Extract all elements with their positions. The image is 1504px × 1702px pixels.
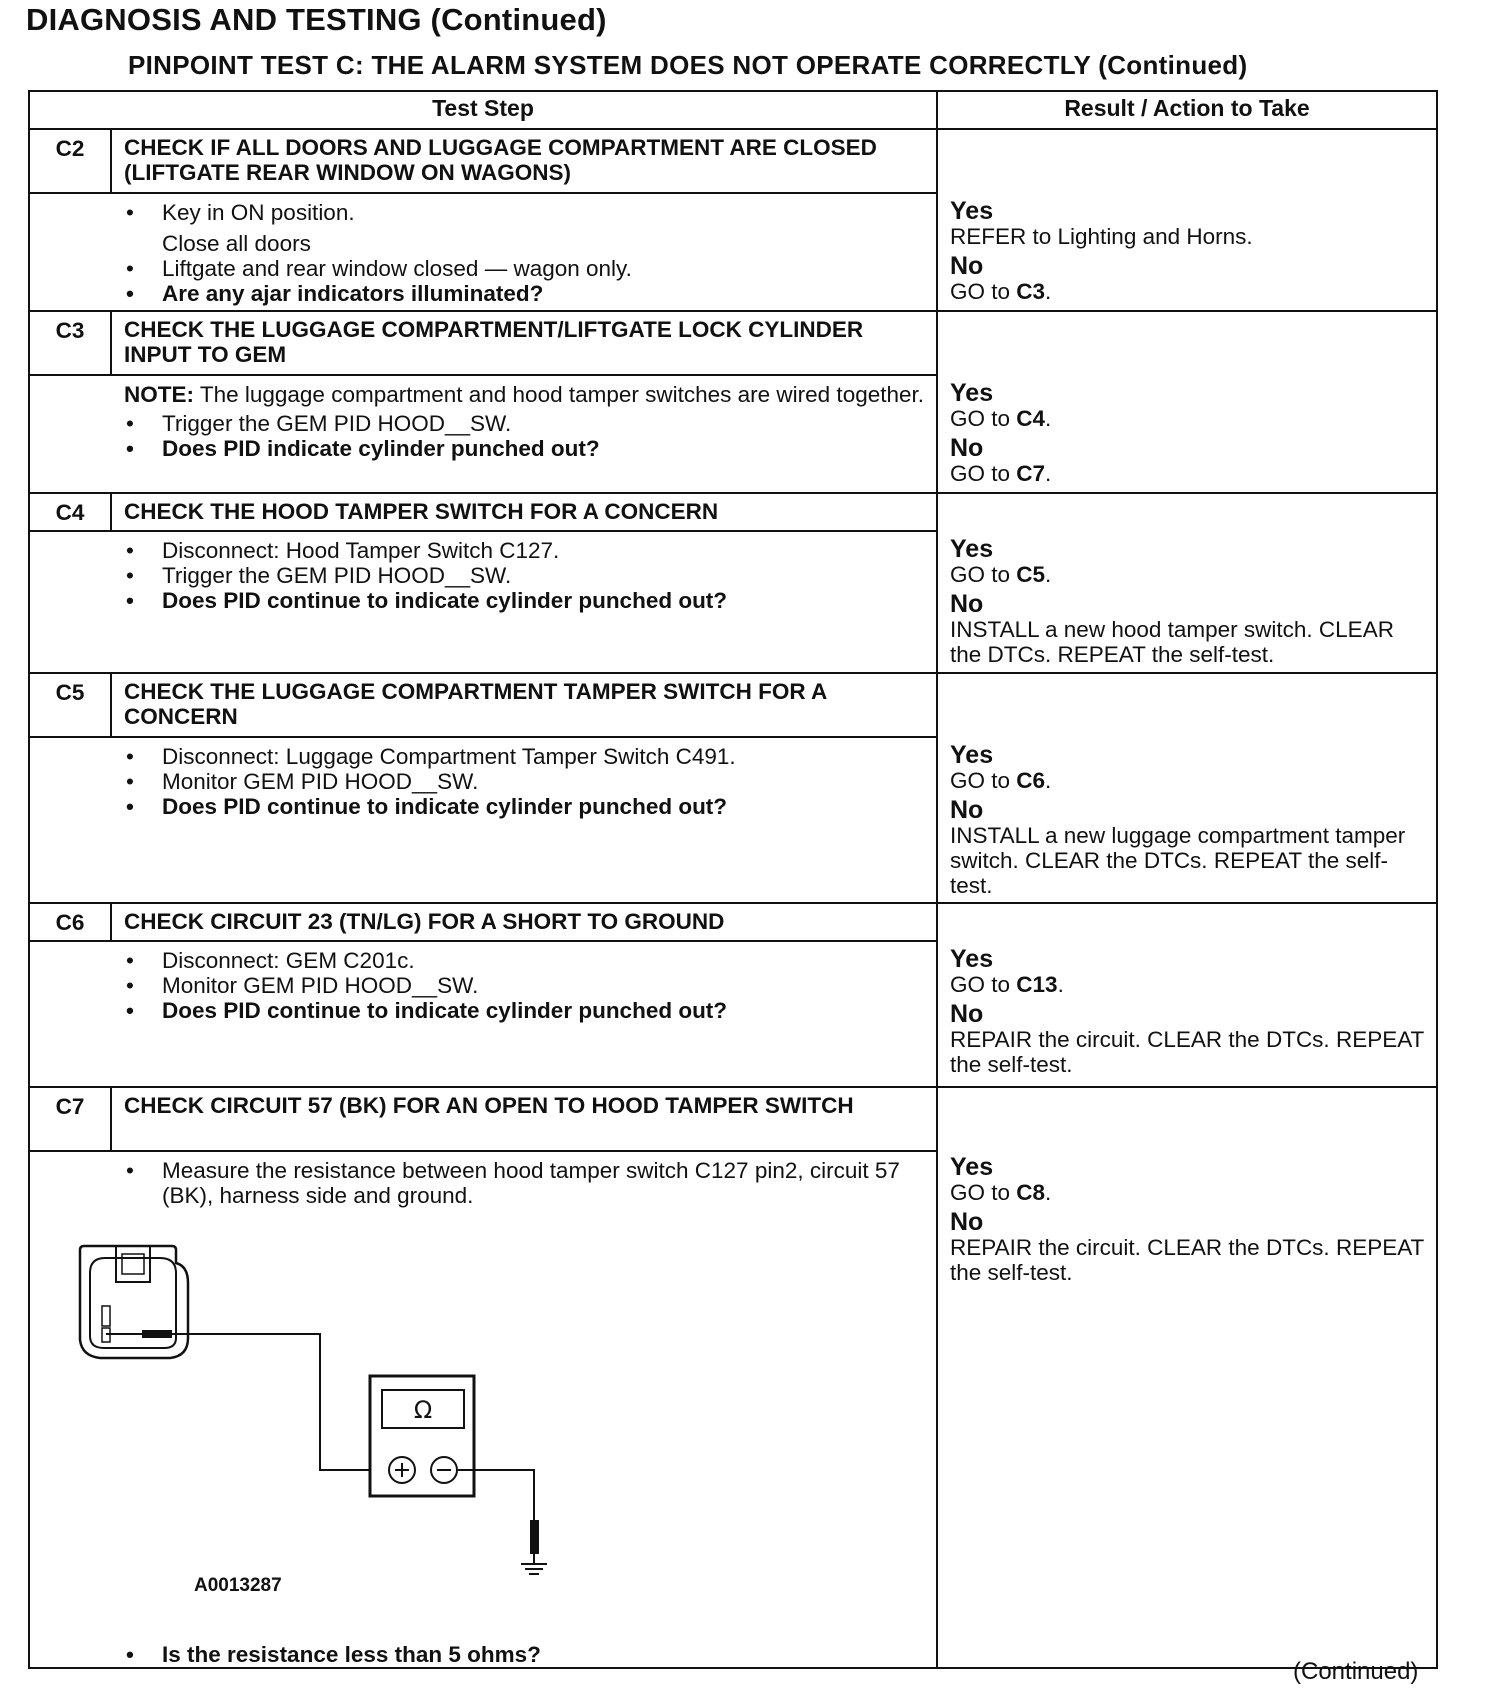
step-instruction: • Measure the resistance between hood tamper switch C127 pin2, circuit 57 (BK), harness side and ground. bbox=[124, 1158, 924, 1208]
step-row-c4 bbox=[29, 493, 1437, 673]
step-question: • Are any ajar indicators illuminated? bbox=[124, 281, 924, 306]
step-body bbox=[30, 532, 936, 613]
step-title: CHECK THE LUGGAGE COMPARTMENT/LIFTGATE LOCK CYLINDER INPUT TO GEM bbox=[124, 317, 864, 367]
no-label: No bbox=[950, 1208, 984, 1236]
no-action: GO to C7. bbox=[950, 461, 1052, 486]
yes-action: GO to C5. bbox=[950, 562, 1052, 587]
test-step-header: Test Step bbox=[29, 91, 937, 129]
step-title: CHECK CIRCUIT 57 (BK) FOR AN OPEN TO HOOD TAMPER SWITCH bbox=[124, 1093, 854, 1118]
result-cell bbox=[937, 493, 1437, 673]
yes-action: GO to C6. bbox=[950, 768, 1052, 793]
no-action: GO to C3. bbox=[950, 279, 1052, 304]
step-header bbox=[30, 674, 936, 738]
step-reference: C13 bbox=[1016, 972, 1058, 997]
step-code: C3 bbox=[30, 312, 112, 374]
step-instruction: • Monitor GEM PID HOOD__SW. bbox=[124, 973, 924, 998]
pinpoint-test-title: PINPOINT TEST C: THE ALARM SYSTEM DOES NOT OPERATE CORRECTLY (Continued) bbox=[128, 50, 1248, 80]
yes-label: Yes bbox=[950, 535, 994, 563]
no-action: REPAIR the circuit. CLEAR the DTCs. REPEAT the self-test. bbox=[950, 1235, 1424, 1285]
step-title: CHECK THE LUGGAGE COMPARTMENT TAMPER SWITCH FOR A CONCERN bbox=[124, 679, 827, 729]
step-body bbox=[30, 1628, 936, 1667]
step-row-c7 bbox=[29, 1087, 1437, 1668]
step-instruction: • Trigger the GEM PID HOOD__SW. bbox=[124, 411, 924, 436]
step-note: NOTE: The luggage compartment and hood tamper switches are wired together. bbox=[124, 382, 925, 407]
resistance-test-diagram bbox=[60, 1228, 660, 1628]
yes-label: Yes bbox=[950, 1153, 994, 1181]
ohm-symbol: Ω bbox=[413, 1396, 433, 1424]
step-instruction: • Liftgate and rear window closed — wagon only. bbox=[124, 256, 924, 281]
step-row-c6 bbox=[29, 903, 1437, 1087]
step-reference: C3 bbox=[1016, 279, 1046, 304]
no-action: INSTALL a new luggage compartment tamper switch. CLEAR the DTCs. REPEAT the self-test. bbox=[950, 823, 1406, 898]
step-instruction: Close all doors bbox=[162, 231, 311, 256]
yes-label: Yes bbox=[950, 945, 994, 973]
pinpoint-test-table bbox=[28, 90, 1438, 1669]
step-row-c2 bbox=[29, 129, 1437, 311]
result-cell bbox=[937, 311, 1437, 493]
result-cell bbox=[937, 1087, 1437, 1668]
step-question: • Does PID indicate cylinder punched out? bbox=[124, 436, 924, 461]
step-question: • Is the resistance less than 5 ohms? bbox=[124, 1642, 924, 1667]
step-instruction: • Disconnect: Hood Tamper Switch C127. bbox=[124, 538, 924, 563]
yes-action: GO to C8. bbox=[950, 1180, 1052, 1205]
result-cell bbox=[937, 129, 1437, 311]
step-question: • Does PID continue to indicate cylinder punched out? bbox=[124, 794, 924, 819]
step-row-c5 bbox=[29, 673, 1437, 903]
step-reference: C6 bbox=[1016, 768, 1046, 793]
continued-footer: (Continued) bbox=[1293, 1658, 1419, 1685]
step-header bbox=[30, 1088, 936, 1152]
ground-icon bbox=[521, 1564, 547, 1574]
step-header bbox=[30, 130, 936, 194]
table-header-row bbox=[29, 91, 1437, 129]
step-cell bbox=[29, 903, 937, 1087]
step-body bbox=[30, 1152, 936, 1208]
step-code: C4 bbox=[30, 494, 112, 530]
step-code: C5 bbox=[30, 674, 112, 736]
step-cell bbox=[29, 673, 937, 903]
step-instruction: • Trigger the GEM PID HOOD__SW. bbox=[124, 563, 924, 588]
result-cell bbox=[937, 903, 1437, 1087]
step-body bbox=[30, 194, 936, 306]
note-label: NOTE: bbox=[124, 382, 194, 407]
yes-label: Yes bbox=[950, 197, 994, 225]
step-instruction: • Disconnect: Luggage Compartment Tamper Switch C491. bbox=[124, 744, 924, 769]
result-cell bbox=[937, 673, 1437, 903]
step-reference: C4 bbox=[1016, 406, 1046, 431]
no-label: No bbox=[950, 434, 984, 462]
step-question: • Does PID continue to indicate cylinder punched out? bbox=[124, 998, 924, 1023]
step-code: C2 bbox=[30, 130, 112, 192]
step-title: CHECK THE HOOD TAMPER SWITCH FOR A CONCERN bbox=[124, 499, 719, 524]
step-cell bbox=[29, 129, 937, 311]
no-label: No bbox=[950, 796, 984, 824]
yes-label: Yes bbox=[950, 379, 994, 407]
step-cell bbox=[29, 493, 937, 673]
yes-action: REFER to Lighting and Horns. bbox=[950, 224, 1253, 249]
step-header bbox=[30, 904, 936, 942]
step-reference: C5 bbox=[1016, 562, 1046, 587]
no-label: No bbox=[950, 252, 984, 280]
no-action: INSTALL a new hood tamper switch. CLEAR the DTCs. REPEAT the self-test. bbox=[950, 617, 1394, 667]
step-row-c3 bbox=[29, 311, 1437, 493]
step-body bbox=[30, 376, 936, 461]
no-label: No bbox=[950, 1000, 984, 1028]
step-title: CHECK IF ALL DOORS AND LUGGAGE COMPARTMENT ARE CLOSED (LIFTGATE REAR WINDOW ON WAGONS) bbox=[124, 135, 877, 185]
yes-action: GO to C4. bbox=[950, 406, 1052, 431]
wiring-diagram-svg bbox=[60, 1228, 660, 1628]
step-title: CHECK CIRCUIT 23 (TN/LG) FOR A SHORT TO GROUND bbox=[124, 909, 725, 934]
step-header bbox=[30, 312, 936, 376]
step-cell bbox=[29, 1087, 937, 1668]
step-header bbox=[30, 494, 936, 532]
step-question: • Does PID continue to indicate cylinder punched out? bbox=[124, 588, 924, 613]
step-body bbox=[30, 738, 936, 819]
step-code: C7 bbox=[30, 1088, 112, 1150]
step-reference: C8 bbox=[1016, 1180, 1046, 1205]
result-action-header: Result / Action to Take bbox=[937, 91, 1437, 129]
hood-tamper-switch-connector-icon bbox=[80, 1246, 188, 1358]
step-code: C6 bbox=[30, 904, 112, 940]
yes-label: Yes bbox=[950, 741, 994, 769]
step-reference: C7 bbox=[1016, 461, 1046, 486]
step-cell bbox=[29, 311, 937, 493]
step-instruction: • Disconnect: GEM C201c. bbox=[124, 948, 924, 973]
step-instruction: • Monitor GEM PID HOOD__SW. bbox=[124, 769, 924, 794]
probe-icon bbox=[142, 1330, 172, 1338]
no-label: No bbox=[950, 590, 984, 618]
step-instruction: • Key in ON position. bbox=[124, 200, 924, 225]
step-body bbox=[30, 942, 936, 1023]
page-title: DIAGNOSIS AND TESTING (Continued) bbox=[26, 2, 607, 37]
figure-id: A0013287 bbox=[194, 1575, 282, 1596]
no-action: REPAIR the circuit. CLEAR the DTCs. REPEAT the self-test. bbox=[950, 1027, 1424, 1077]
ohmmeter-icon bbox=[370, 1376, 474, 1496]
yes-action: GO to C13. bbox=[950, 972, 1064, 997]
